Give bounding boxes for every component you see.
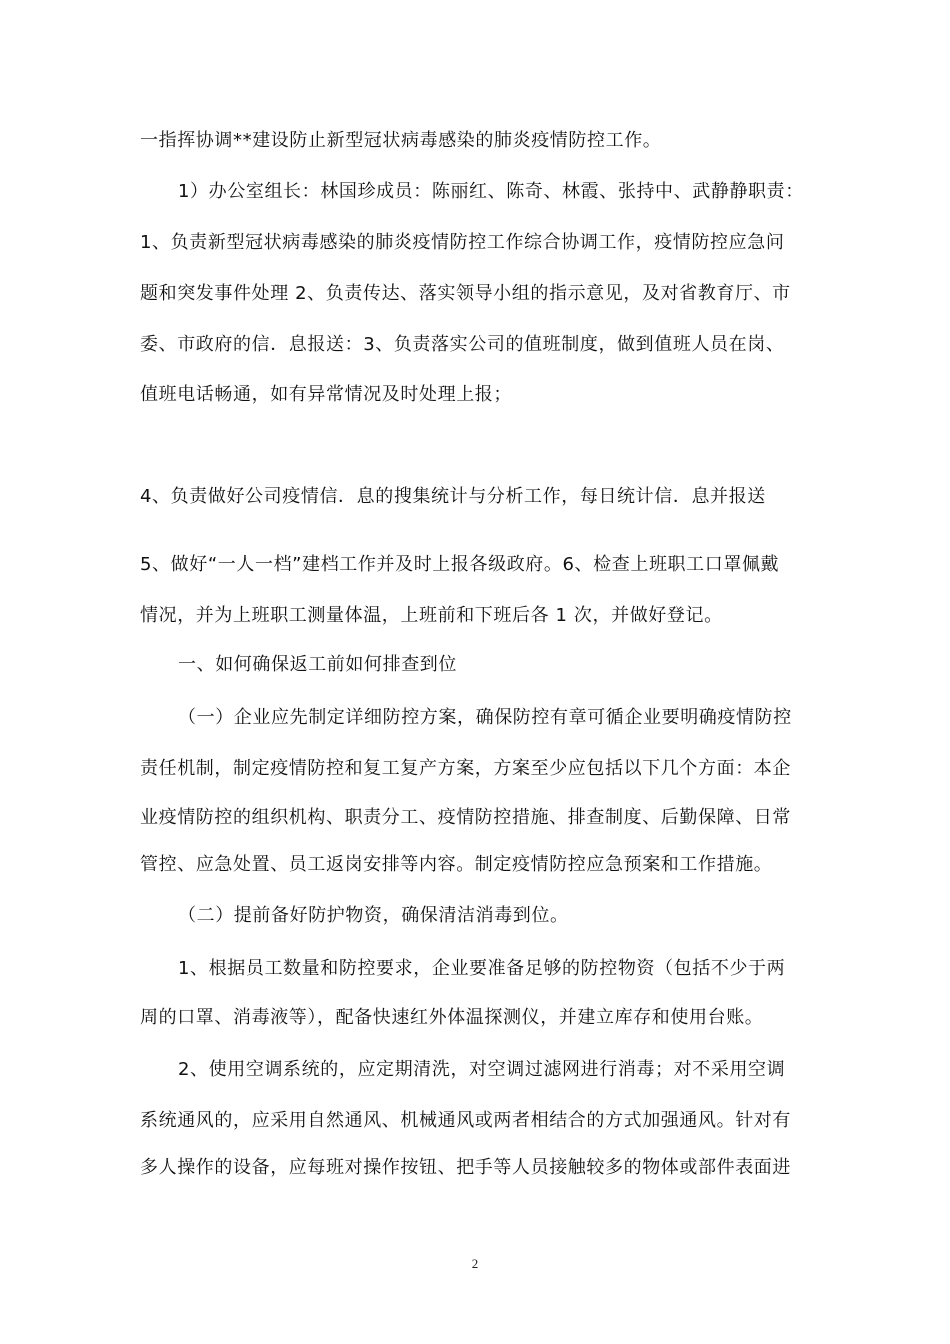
text-line: 责任机制，制定疫情防控和复工复产方案，方案至少应包括以下几个方面：本企	[140, 758, 791, 779]
text-line: 系统通风的，应采用自然通风、机械通风或两者相结合的方式加强通风。针对有	[140, 1110, 791, 1131]
text-line: 1）办公室组长：林国珍成员：陈丽红、陈奇、林霞、张持中、武静静职责：	[178, 181, 804, 202]
text-line: 业疫情防控的组织机构、职责分工、疫情防控措施、排查制度、后勤保障、日常	[140, 807, 791, 828]
text-line: （二）提前备好防护物资，确保清洁消毒到位。	[178, 905, 569, 926]
text-line: 题和突发事件处理 2、负责传达、落实领导小组的指示意见，及对省教育厅、市	[140, 283, 791, 304]
text-line: 1、根据员工数量和防控要求，企业要准备足够的防控物资（包括不少于两	[178, 958, 786, 979]
page-number: 2	[471, 1256, 479, 1271]
text-line: 情况，并为上班职工测量体温，上班前和下班后各 1 次，并做好登记。	[140, 605, 723, 626]
text-line: （一）企业应先制定详细防控方案，确保防控有章可循企业要明确疫情防控	[178, 707, 792, 728]
text-line: 4、负责做好公司疫情信．息的搜集统计与分析工作，每日统计信．息并报送	[140, 486, 766, 507]
text-line: 管控、应急处置、员工返岗安排等内容。制定疫情防控应急预案和工作措施。	[140, 854, 773, 875]
text-line: 值班电话畅通，如有异常情况及时处理上报；	[140, 384, 512, 405]
text-line: 1、负责新型冠状病毒感染的肺炎疫情防控工作综合协调工作，疫情防控应急问	[140, 232, 785, 253]
text-line: 2、使用空调系统的，应定期清洗，对空调过滤网进行消毒；对不采用空调	[178, 1059, 786, 1080]
text-line: 一指挥协调**建设防止新型冠状病毒感染的肺炎疫情防控工作。	[140, 130, 662, 151]
text-line: 5、做好“一人一档”建档工作并及时上报各级政府。6、检查上班职工口罩佩戴	[140, 554, 780, 575]
text-line: 委、市政府的信．息报送：3、负责落实公司的值班制度，做到值班人员在岗、	[140, 334, 785, 355]
text-line: 周的口罩、消毒液等），配备快速红外体温探测仪，并建立库存和使用台账。	[140, 1007, 764, 1028]
section-heading: 一、如何确保返工前如何排查到位	[178, 654, 457, 675]
text-line: 多人操作的设备，应每班对操作按钮、把手等人员接触较多的物体或部件表面进	[140, 1157, 791, 1178]
